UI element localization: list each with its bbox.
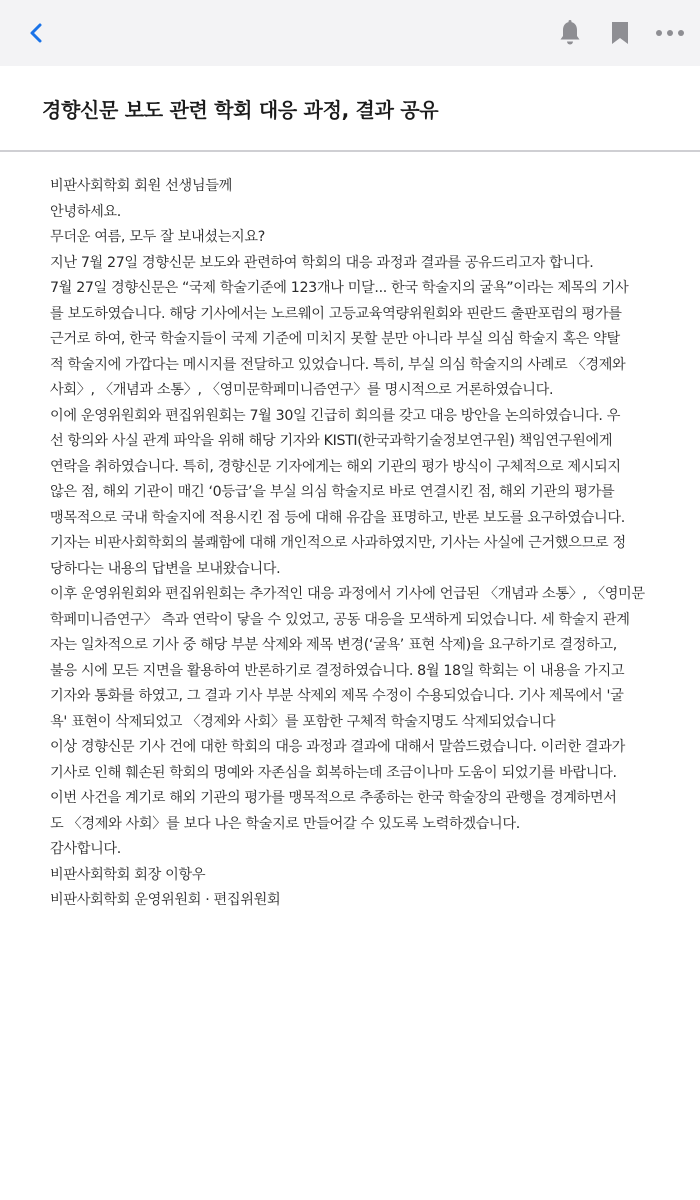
signature-president: 비판사회학회 회장 이항우 [50, 866, 206, 883]
signature-committees: 비판사회학회 운영위원회 · 편집위원회 [50, 892, 281, 908]
article-body [50, 174, 650, 914]
paragraph-line: 근거로 하여, 한국 학술지들이 국제 기준에 미치지 못할 분만 아니라 부실 의심 학술지 혹은 약탈 [50, 331, 620, 347]
paragraph-line: 이에 운영위원회와 편집위원회는 7월 30일 긴급히 회의를 갖고 대응 방안을 논의하였습니다. 우 [50, 407, 621, 424]
more-icon [655, 29, 685, 37]
paragraph-2 [50, 404, 650, 583]
intro-paragraph: 지난 7월 27일 경향신문 보도와 관련하여 학회의 대응 과정과 결과를 공유드리고자 합니다. [50, 254, 594, 271]
paragraph-3 [50, 582, 650, 735]
back-icon [22, 18, 50, 48]
closing: 감사합니다. [50, 841, 121, 857]
paragraph-line: 적 학술지에 가깝다는 메시지를 전달하고 있었습니다. 특히, 부실 의심 학술지의 사례로 〈경제와 [50, 356, 626, 373]
paragraph-line: 당하다는 내용의 답변을 보내왔습니다. [50, 560, 281, 577]
paragraph-line: 이번 사건을 계기로 해외 기관의 평가를 맹목적으로 추종하는 한국 학술장의 관행을 경계하면서 [50, 790, 617, 806]
notification-button[interactable] [554, 16, 586, 50]
paragraph-line: 욕' 표현이 삭제되었고 〈경제와 사회〉를 포함한 구체적 학술지명도 삭제되었습니다 [50, 713, 556, 730]
paragraph-line: 학페미니즘연구〉 측과 연락이 닿을 수 있었고, 공동 대응을 모색하게 되었습니다. 세 학술지 관계 [50, 611, 630, 628]
paragraph-line: 기자와 통화를 하였고, 그 결과 기사 부분 삭제외 제목 수정이 수용되었습니다. 기사 제목에서 '굴 [50, 688, 624, 704]
title-section [0, 66, 700, 152]
paragraph-line: 사회〉, 〈개념과 소통〉, 〈영미문학페미니즘연구〉를 명시적으로 거론하였습니다. [50, 382, 554, 398]
paragraph-line: 않은 점, 해외 기관이 매긴 ‘0등급’을 부실 의심 학술지로 바로 연결시킨 점, 해외 기관의 평가를 [50, 484, 615, 500]
paragraph-line: 기자는 비판사회학회의 불쾌함에 대해 개인적으로 사과하였지만, 기사는 사실에 근거했으므로 정 [50, 535, 626, 551]
paragraph-line: 이후 운영위원회와 편집위원회는 추가적인 대응 과정에서 기사에 언급된 〈개념과 소통〉, 〈영미문 [50, 586, 645, 602]
back-button[interactable] [22, 18, 50, 48]
bookmark-button[interactable] [604, 16, 636, 50]
salutation: 비판사회학회 회원 선생님들께 [50, 178, 232, 194]
paragraph-line: 자는 일차적으로 기사 중 해당 부분 삭제와 제목 변경(‘굴욕’ 표현 삭제)을 요구하기로 결정하고, [50, 637, 617, 653]
paragraph-line: 를 보도하였습니다. 해당 기사에서는 노르웨이 고등교육역량위원회와 핀란드 출판포럼의 평가를 [50, 305, 622, 322]
paragraph-line: 7월 27일 경향신문은 “국제 학술기준에 123개나 미달... 한국 학술지의 굴욕”이라는 제목의 기사 [50, 280, 629, 296]
paragraph-line: 불응 시에 모든 지면을 활용하여 반론하기로 결정하였습니다. 8월 18일 학회는 이 내용을 가지고 [50, 662, 625, 679]
paragraph-line: 이상 경향신문 기사 건에 대한 학회의 대응 과정과 결과에 대해서 말씀드렸습니다. 이러한 결과가 [50, 739, 625, 755]
paragraph-line: 도 〈경제와 사회〉를 보다 나은 학술지로 만들어갈 수 있도록 노력하겠습니다. [50, 815, 520, 832]
paragraph-1 [50, 276, 650, 404]
page-title: 경향신문 보도 관련 학회 대응 과정, 결과 공유 [42, 98, 439, 122]
paragraph-line: 연락을 취하였습니다. 특히, 경향신문 기자에게는 해외 기관의 평가 방식이 구체적으로 제시되지 [50, 458, 621, 475]
more-button[interactable] [654, 16, 686, 50]
paragraph-line: 선 항의와 사실 관계 파악을 위해 해당 기자와 KISTI(한국과학기술정보연구원) 책임연구원에게 [50, 433, 613, 449]
greeting [50, 200, 650, 251]
bell-icon [557, 19, 583, 47]
paragraph-line: 기사로 인해 훼손된 학회의 명예와 자존심을 회복하는데 조금이나마 도움이 되었기를 바랍니다. [50, 764, 617, 781]
bookmark-icon [609, 20, 631, 46]
greeting-line: 안녕하세요. [50, 203, 121, 220]
top-bar-actions [554, 16, 686, 50]
top-bar [0, 0, 700, 66]
paragraph-line: 맹목적으로 국내 학술지에 적용시킨 점 등에 대해 유감을 표명하고, 반론 보도를 요구하였습니다. [50, 509, 625, 526]
greeting-line: 무더운 여름, 모두 잘 보내셨는지요? [50, 229, 265, 245]
paragraph-4 [50, 735, 650, 837]
